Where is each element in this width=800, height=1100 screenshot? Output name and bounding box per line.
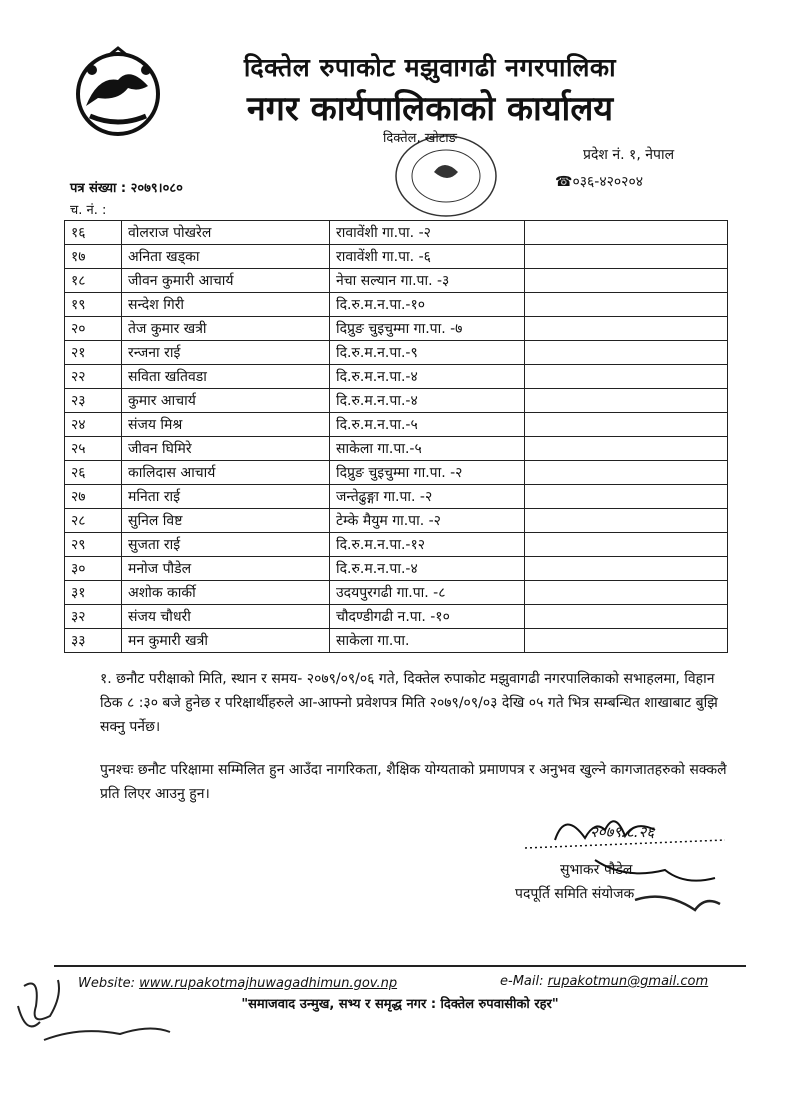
table-row <box>65 509 728 533</box>
website-link[interactable]: www.rupakotmajhuwagadhimun.gov.np <box>139 976 398 991</box>
remarks-cell <box>525 557 728 581</box>
remarks-cell <box>525 509 728 533</box>
remarks-cell <box>525 365 728 389</box>
row-number: २९ <box>65 533 122 557</box>
email-label: e-Mail: <box>500 974 544 989</box>
remarks-cell <box>525 389 728 413</box>
municipality-name: दिक्तेल रुपाकोट मझुवागढी नगरपालिका <box>243 53 617 82</box>
table-row <box>65 485 728 509</box>
candidate-address: चौदण्डीगढी न.पा. -१० <box>330 605 525 629</box>
website-line <box>78 976 397 991</box>
row-number: २८ <box>65 509 122 533</box>
dispatch-number: च. नं. : <box>70 203 107 218</box>
row-number: २४ <box>65 413 122 437</box>
row-number: १७ <box>65 245 122 269</box>
remarks-cell <box>525 437 728 461</box>
row-number: २७ <box>65 485 122 509</box>
table-row <box>65 293 728 317</box>
candidate-name: जीवन घिमिरे <box>122 437 330 461</box>
candidate-address: दिप्रुङ चुइचुम्मा गा.पा. -७ <box>330 317 525 341</box>
remarks-cell <box>525 605 728 629</box>
table-row <box>65 389 728 413</box>
row-number: १९ <box>65 293 122 317</box>
candidate-address: दि.रु.म.न.पा.-१२ <box>330 533 525 557</box>
municipality-motto: "समाजवाद उन्मुख, सभ्य र समृद्ध नगर : दिक्तेल रुपवासीको रहर" <box>241 997 559 1012</box>
row-number: २२ <box>65 365 122 389</box>
candidate-name: संजय चौधरी <box>122 605 330 629</box>
office-name: नगर कार्यपालिकाको कार्यालय <box>246 89 614 129</box>
candidate-name: वोलराज पोखरेल <box>122 221 330 245</box>
remarks-cell <box>525 581 728 605</box>
candidate-address: दि.रु.म.न.पा.-४ <box>330 557 525 581</box>
candidate-name: रन्जना राई <box>122 341 330 365</box>
row-number: २३ <box>65 389 122 413</box>
row-number: २० <box>65 317 122 341</box>
candidate-table-body <box>65 221 728 653</box>
table-row <box>65 413 728 437</box>
candidate-address: दि.रु.म.न.पा.-९ <box>330 341 525 365</box>
table-row <box>65 461 728 485</box>
table-row <box>65 245 728 269</box>
row-number: ३१ <box>65 581 122 605</box>
remarks-cell <box>525 629 728 653</box>
email-line <box>500 974 708 989</box>
candidate-name: सुनिल विष्ट <box>122 509 330 533</box>
table-row <box>65 605 728 629</box>
candidate-address: दि.रु.म.न.पा.-५ <box>330 413 525 437</box>
remarks-cell <box>525 533 728 557</box>
signer-role: पदपूर्ति समिति संयोजक <box>515 886 635 902</box>
signature-date: २०७९.८.२६ <box>590 823 655 841</box>
candidate-address: नेचा सल्यान गा.पा. -३ <box>330 269 525 293</box>
row-number: १८ <box>65 269 122 293</box>
candidate-name: संजय मिश्र <box>122 413 330 437</box>
candidate-name: सविता खतिवडा <box>122 365 330 389</box>
phone-number: ☎०३६-४२०२०४ <box>555 174 644 190</box>
table-row <box>65 437 728 461</box>
remarks-cell <box>525 413 728 437</box>
candidate-name: मन कुमारी खत्री <box>122 629 330 653</box>
signer-name: सुभाकर पौडेल <box>560 862 633 878</box>
candidate-address: दि.रु.म.न.पा.-४ <box>330 389 525 413</box>
table-row <box>65 341 728 365</box>
candidate-name: तेज कुमार खत्री <box>122 317 330 341</box>
table-row <box>65 269 728 293</box>
candidate-address: रावावेंशी गा.पा. -६ <box>330 245 525 269</box>
remarks-cell <box>525 245 728 269</box>
remarks-cell <box>525 317 728 341</box>
candidate-address: साकेला गा.पा.-५ <box>330 437 525 461</box>
candidate-name: कुमार आचार्य <box>122 389 330 413</box>
postscript-notice: पुनश्चः छनौट परिक्षामा सम्मिलित हुन आउँदा नागरिकता, शैक्षिक योग्यताको प्रमाणपत्र र अनुभव खुल्ने कागजातहरुको सक्कलै प्रति लिएर आउनु हुन। <box>100 762 727 802</box>
email-link[interactable]: rupakotmun@gmail.com <box>547 974 709 989</box>
table-row <box>65 533 728 557</box>
table-row <box>65 221 728 245</box>
remarks-cell <box>525 269 728 293</box>
row-number: ३२ <box>65 605 122 629</box>
candidate-table <box>64 220 728 653</box>
candidate-name: अशोक कार्की <box>122 581 330 605</box>
table-row <box>65 557 728 581</box>
candidate-name: सन्देश गिरी <box>122 293 330 317</box>
province-text: प्रदेश नं. १, नेपाल <box>583 147 675 163</box>
remarks-cell <box>525 485 728 509</box>
remarks-cell <box>525 221 728 245</box>
candidate-address: उदयपुरगढी गा.पा. -८ <box>330 581 525 605</box>
row-number: ३३ <box>65 629 122 653</box>
table-row <box>65 317 728 341</box>
row-number: २५ <box>65 437 122 461</box>
remarks-cell <box>525 341 728 365</box>
table-row <box>65 629 728 653</box>
row-number: २६ <box>65 461 122 485</box>
candidate-address: दिप्रुङ चुइचुम्मा गा.पा. -२ <box>330 461 525 485</box>
candidate-address: दि.रु.म.न.पा.-४ <box>330 365 525 389</box>
row-number: ३० <box>65 557 122 581</box>
remarks-cell <box>525 293 728 317</box>
table-row <box>65 365 728 389</box>
candidate-name: कालिदास आचार्य <box>122 461 330 485</box>
exam-notice: १. छनौट परीक्षाको मिति, स्थान र समय- २०७९/०९/०६ गते, दिक्तेल रुपाकोट मझुवागढी नगरपालिकाको सभाहलमा, विहान ठिक ८ :३० बजे हुनेछ र परिक्षार्थीहरुले आ-आफ्नो प्रवेशपत्र मिति २०७९/०९/०३ देखि ०५ गते भित्र सम्बन्धित शाखाबाट बुझि सक्नु पर्नेछ। <box>100 671 718 735</box>
candidate-name: सुजता राई <box>122 533 330 557</box>
candidate-name: मनिता राई <box>122 485 330 509</box>
website-label: Website: <box>78 976 135 991</box>
candidate-name: अनिता खड्का <box>122 245 330 269</box>
remarks-cell <box>525 461 728 485</box>
candidate-name: मनोज पौडेल <box>122 557 330 581</box>
office-place: दिक्तेल, खोटाङ <box>383 131 457 146</box>
candidate-address: दि.रु.म.न.पा.-१० <box>330 293 525 317</box>
row-number: २१ <box>65 341 122 365</box>
row-number: १६ <box>65 221 122 245</box>
candidate-address: जन्तेढुङ्गा गा.पा. -२ <box>330 485 525 509</box>
reference-number: पत्र संख्या : २०७९।०८० <box>70 181 183 196</box>
table-row <box>65 581 728 605</box>
candidate-address: रावावेंशी गा.पा. -२ <box>330 221 525 245</box>
candidate-address: टेम्के मैयुम गा.पा. -२ <box>330 509 525 533</box>
candidate-address: साकेला गा.पा. <box>330 629 525 653</box>
candidate-name: जीवन कुमारी आचार्य <box>122 269 330 293</box>
